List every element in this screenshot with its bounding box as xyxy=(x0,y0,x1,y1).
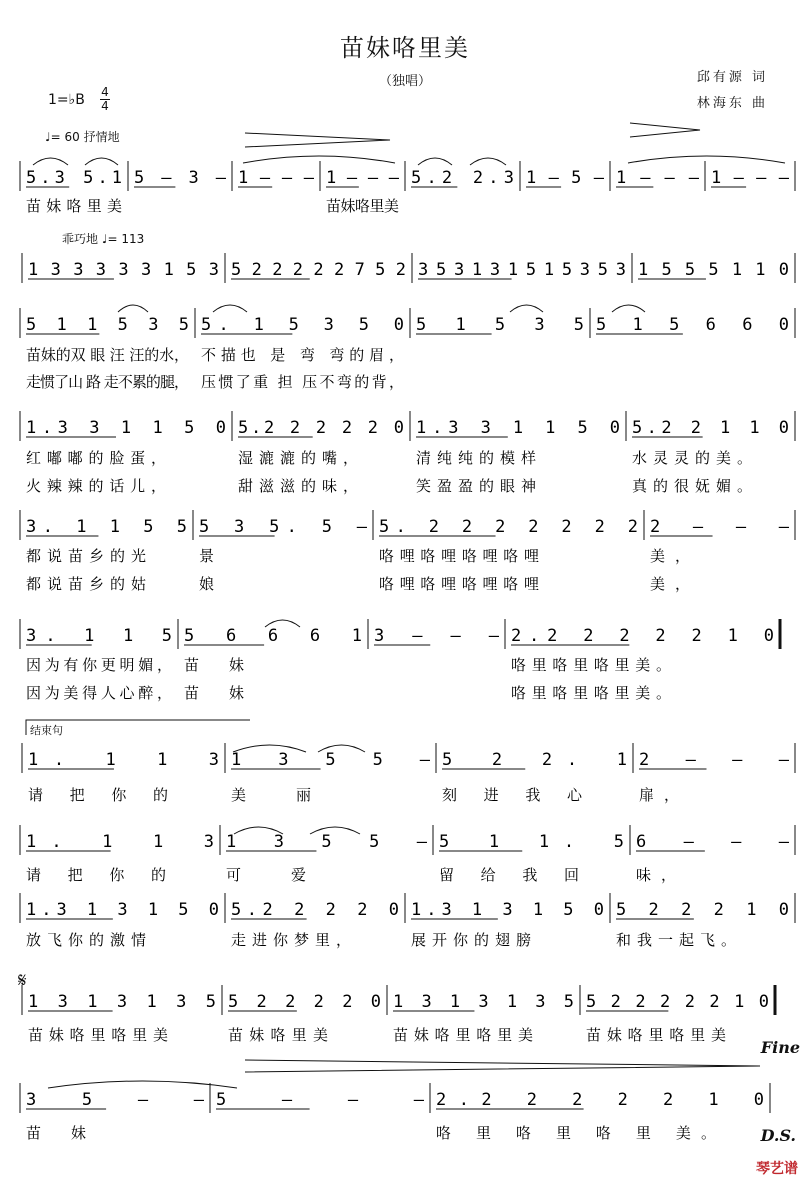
measure-notes: 5 2 2 2 2 2 1 0 xyxy=(586,992,769,1012)
measure-notes: 5 6 6 6 1 xyxy=(184,626,362,646)
lyric-segment: 美 丽 xyxy=(231,786,311,804)
measure-notes: 3. 1 1 5 5 xyxy=(26,517,187,537)
ending-label: 结束句 xyxy=(30,724,63,737)
slur-arc xyxy=(213,305,247,312)
slur-arc xyxy=(418,158,452,165)
measure-notes: 5 2 2 2 1 0 xyxy=(616,900,789,920)
meter-top: 4 xyxy=(101,85,109,99)
score-system-10 xyxy=(22,985,775,1044)
measure-notes: 1 – 5 – xyxy=(526,168,604,188)
measure-notes: 3 5 – – xyxy=(26,1090,204,1110)
lyric-segment: 苗妹咯里美 xyxy=(228,1026,328,1044)
measure-notes: 5.3 5.1 xyxy=(26,168,122,188)
lyric-segment: 苗 妹 咯 里 美 xyxy=(326,197,399,215)
lyric-segment: 留 给 我 回 xyxy=(439,866,579,884)
lyric-segment: 景 xyxy=(199,547,215,565)
composer-credit: 林海东 曲 xyxy=(696,96,768,111)
lyric-segment: 苗 妹 xyxy=(184,684,244,702)
slur-arc xyxy=(628,156,785,163)
lyric-segment: 刻 进 我 心 xyxy=(442,786,582,804)
lyric-segment: 火辣辣的话儿， xyxy=(26,477,166,495)
ending-bracket xyxy=(26,720,250,735)
measure-notes: 1 3 3 3 3 3 1 5 3 xyxy=(28,260,219,280)
score-system-2 xyxy=(22,253,795,283)
slur-arc xyxy=(118,305,148,312)
measure-notes: 1. 1 1 3 xyxy=(28,750,219,770)
slur-arc xyxy=(233,745,306,752)
measure-notes: 5. 1 5 3 5 0 xyxy=(201,315,404,335)
lyric-segment: 美， xyxy=(650,547,690,565)
measure-notes: 6 – – – xyxy=(636,832,789,852)
lyric-segment: 甜滋滋的味， xyxy=(238,477,358,495)
measure-notes: 2.2 2 2 2 2 1 0 xyxy=(436,1090,764,1110)
slur-arc xyxy=(470,158,506,165)
lyric-segment: 都说苗乡的光 xyxy=(26,547,146,565)
lyric-segment: 可 爱 xyxy=(226,866,306,884)
lyric-segment: 请 把 你 的 xyxy=(28,786,168,804)
measure-notes: 3 5 3 1 3 1 5 1 5 3 5 3 xyxy=(418,260,626,280)
lyric-segment: 苗 妹 xyxy=(184,656,244,674)
fine-mark: Fine xyxy=(760,1038,800,1057)
measure-notes: 1 – – – xyxy=(711,168,789,188)
slur-arc xyxy=(33,158,68,165)
song-subtitle: （独唱） xyxy=(378,74,431,89)
hairpin-icon xyxy=(630,123,700,137)
lyric-segment: 真的很妩媚。 xyxy=(632,477,752,495)
lyric-segment: 请 把 你 的 xyxy=(26,866,166,884)
ds-mark: D.S. xyxy=(760,1126,796,1145)
lyric-segment: 苗 妹 咯 里 美 xyxy=(26,197,122,215)
measure-notes: 2.2 2 2 2 2 1 0 xyxy=(511,626,774,646)
measure-notes: 1.3 3 1 1 5 0 xyxy=(416,418,620,438)
tempo-marking-2: 乖巧地 ♩= 113 xyxy=(62,232,145,246)
lyric-segment: 苗 妹 xyxy=(26,1124,86,1142)
lyric-segment: 走惯了山 路 走不累的腿， xyxy=(26,373,189,391)
lyric-segment: 咯哩咯哩咯哩咯哩 xyxy=(379,575,539,593)
score-system-8 xyxy=(20,825,795,884)
measure-notes: 3. 1 1 5 xyxy=(26,626,172,646)
watermark-logo: 琴艺谱 xyxy=(756,1161,798,1177)
lyric-segment: 苗妹咯里咯里美 xyxy=(28,1026,168,1044)
measure-notes: 5 1 5 6 6 0 xyxy=(596,315,789,335)
lyric-segment: 展开你的翅膀 xyxy=(411,931,531,949)
measure-notes: 5 1 1 5 3 5 xyxy=(26,315,189,335)
meter-bottom: 4 xyxy=(101,99,109,113)
score-system-4 xyxy=(20,411,795,495)
lyric-segment: 咯 里 咯 里 咯 里 美。 xyxy=(436,1124,716,1142)
lyric-segment: 压惯了重 担 压不弯的背， xyxy=(201,373,404,391)
measure-notes: 1 – – – xyxy=(326,168,399,188)
measure-notes: 5.2 2 1 1 0 xyxy=(632,418,789,438)
slur-arc xyxy=(48,1081,237,1088)
measure-notes: 5.2 2 2 2 2 0 xyxy=(238,418,404,438)
lyric-segment: 咯哩咯哩咯哩咯哩 xyxy=(379,547,539,565)
slur-arc xyxy=(243,156,395,163)
measure-notes: 1 – – – xyxy=(616,168,699,188)
lyric-segment: 味， xyxy=(636,866,676,884)
measure-notes: 1 3 1 3 1 3 5 xyxy=(393,992,574,1012)
score-system-9 xyxy=(20,893,795,949)
measure-notes: 1 – – – xyxy=(238,168,314,188)
segno-icon: 𝄋 xyxy=(18,968,27,992)
measure-notes: 1 3 5 5 – xyxy=(226,832,427,852)
measure-notes: 1 3 1 3 1 3 5 xyxy=(28,992,216,1012)
score-system-7 xyxy=(22,743,795,804)
measure-notes: 5 1 1. 5 xyxy=(439,832,624,852)
lyric-segment: 苗妹咯里咯里美 xyxy=(393,1026,533,1044)
measure-notes: 5 – – – xyxy=(216,1090,424,1110)
lyric-segment: 走进你梦里， xyxy=(231,931,351,949)
measure-notes: 1. 1 1 3 xyxy=(26,832,214,852)
lyric-segment: 因为有你更明媚， xyxy=(26,656,172,674)
lyric-segment: 咯里咯里咯里美。 xyxy=(511,684,671,702)
measure-notes: 5.2 2 2 2 0 xyxy=(231,900,399,920)
measure-notes: 3 – – – xyxy=(374,626,499,646)
lyric-segment: 笑盈盈的眼神 xyxy=(416,477,536,495)
hairpin-icon xyxy=(245,1060,760,1072)
measure-notes: 1.3 3 1 1 5 0 xyxy=(26,418,226,438)
measure-notes: 5 3 5. 5 – xyxy=(199,517,367,537)
measure-notes: 5 1 5 3 5 xyxy=(416,315,584,335)
score-system-6 xyxy=(20,619,780,702)
measure-notes: 2 – – – xyxy=(650,517,789,537)
measure-notes: 2 – – – xyxy=(639,750,789,770)
lyric-segment: 和我一起飞。 xyxy=(616,931,736,949)
lyric-segment: 红嘟嘟的脸蛋， xyxy=(26,449,166,467)
measure-notes: 5 – 3 – xyxy=(134,168,226,188)
measure-notes: 5 2 2 2 2 2 7 5 2 xyxy=(231,260,406,280)
lyric-segment: 苗妹的双 眼 汪 汪的水， xyxy=(26,346,189,364)
lyric-segment: 美， xyxy=(650,575,690,593)
slur-arc xyxy=(612,305,645,312)
lyric-segment: 放飞你的激情 xyxy=(26,931,146,949)
lyric-segment: 咯里咯里咯里美。 xyxy=(511,656,671,674)
key-signature: 1=♭B xyxy=(48,92,85,108)
lyric-segment: 因为美得人心醉， xyxy=(26,684,172,702)
measure-notes: 5 2 2 2 2 0 xyxy=(228,992,381,1012)
measure-notes: 5.2 2.3 xyxy=(411,168,514,188)
lyric-segment: 不描也 是 弯 弯的眉， xyxy=(201,346,404,364)
measure-notes: 5 2 2. 1 xyxy=(442,750,627,770)
measure-notes: 5. 2 2 2 2 2 2 2 xyxy=(379,517,638,537)
lyric-segment: 湿漉漉的嘴， xyxy=(238,449,358,467)
hairpin-icon xyxy=(245,133,390,147)
score-system-5 xyxy=(20,510,795,593)
lyric-segment: 娘 xyxy=(199,575,215,593)
lyric-segment: 清纯纯的模样 xyxy=(416,449,536,467)
measure-notes: 1.3 1 3 1 5 0 xyxy=(26,900,219,920)
score-system-3 xyxy=(20,308,795,391)
lyric-segment: 都说苗乡的姑 xyxy=(26,575,146,593)
slur-arc xyxy=(85,158,118,165)
score-system-1 xyxy=(20,161,795,215)
score-system-11 xyxy=(20,1083,770,1142)
measure-notes: 1 3 5 5 – xyxy=(231,750,430,770)
song-title: 苗妹咯里美 xyxy=(340,34,470,62)
tempo-marking-1: ♩= 60 抒情地 xyxy=(45,130,120,144)
measure-notes: 1.3 1 3 1 5 0 xyxy=(411,900,604,920)
measure-notes: 1 5 5 5 1 1 0 xyxy=(638,260,789,280)
lyricist-credit: 邱有源 词 xyxy=(696,70,768,85)
lyric-segment: 苗妹咯里咯里美 xyxy=(586,1026,726,1044)
lyric-segment: 水灵灵的美。 xyxy=(632,449,752,467)
lyric-segment: 扉， xyxy=(639,786,679,804)
slur-arc xyxy=(510,305,543,312)
